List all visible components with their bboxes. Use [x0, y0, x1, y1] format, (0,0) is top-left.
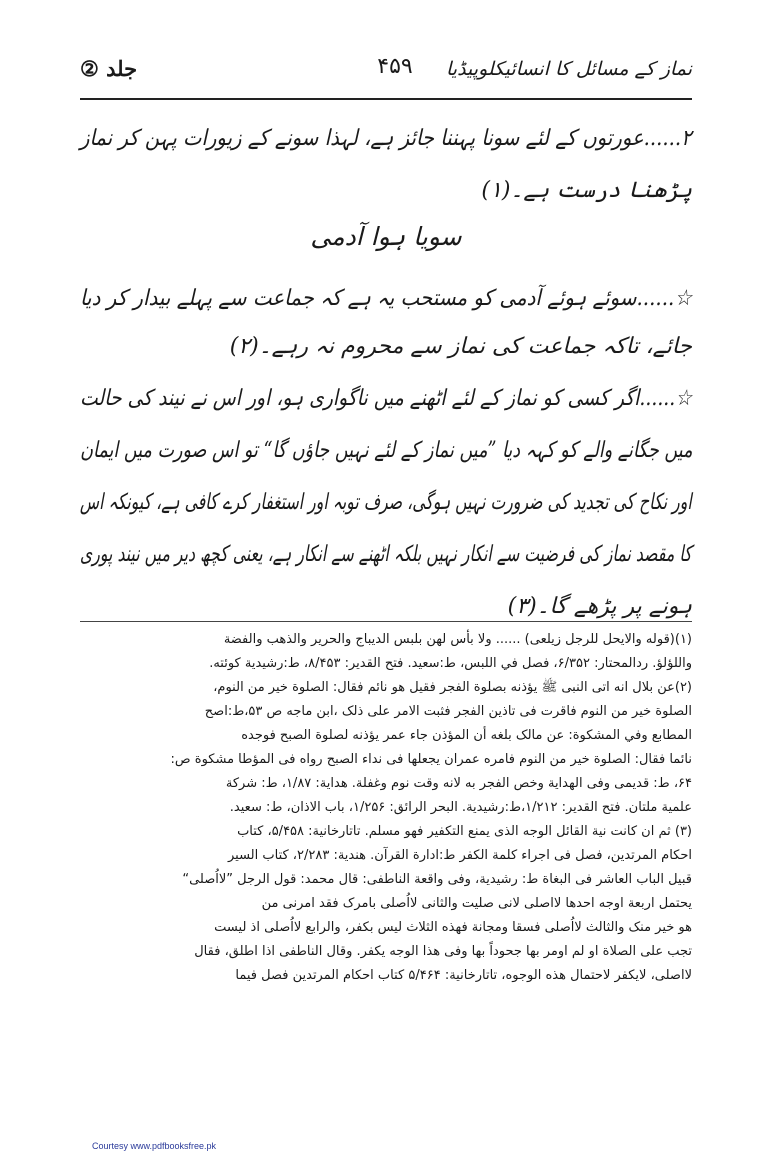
footnote-line: ۶۴، ط: قديمی وفی الهداية وخص الفجر به لانه وقت نوم وغفلة. هداية: ۱/۸۷، ط: شركة [225, 776, 692, 791]
body-line: ہونے پر پڑھے گا۔(۳) [507, 594, 692, 619]
page-header [80, 52, 692, 96]
body-line: پڑھنا درست ہے۔(۱) [481, 178, 692, 203]
footnote-line: (۱)(قوله والايحل للرجل زيلعی) ...... ولا بأس لهن بلبس الديباج والحرير والذهب والفضة [223, 632, 692, 647]
header-rule [80, 98, 692, 100]
footnote-line: (۲)عن بلال انه اتى النبی ﷺ يؤذنه بصلوة الفجر فقيل هو نائم فقال: الصلوة خير من النوم، [213, 680, 692, 695]
footnote-line: هو خير منک والثالث لااُصلی فسقا ومجانة فهذه الثلاث ليس بكفر، والرابع لااُصلی اذ ليست [214, 920, 692, 935]
footnote-line: (۳) ثم ان كانت نية القائل الوجه الذی يمنع التكفير فهو مسلم. تاتارخانية: ۵/۴۵۸، كتاب [237, 824, 692, 839]
courtesy-link[interactable]: Courtesy www.pdfbooksfree.pk [92, 1141, 217, 1151]
footnote-line: الصلوة خير من النوم فاقرت فی تاذين الفجر فثبت الامر على ذلک ،ابن ماجه ص ۵۳،ط:اصح [204, 704, 692, 719]
footnote-rule [80, 621, 692, 622]
page-number: ۴۵۹ [377, 54, 413, 79]
body-line: ☆......سوئے ہوئے آدمی کو مستحب یہ ہے کہ جماعت سے پہلے بیدار کر دیا [79, 286, 692, 311]
volume-label: جلد ② [80, 56, 138, 81]
section-heading: سویا ہوا آدمی [310, 222, 462, 251]
footnote-line: لااصلی، لايكفر لاحتمال هذه الوجوه، تاتارخانية: ۵/۴۶۴ كتاب احكام المرتدين فصل فيما [235, 968, 692, 983]
body-line: ۲......عورتوں کے لئے سونا پہننا جائز ہے، لہذا سونے کے زیورات پہن کر نماز [80, 126, 692, 151]
body-line: جائے، تاکہ جماعت کی نماز سے محروم نہ رہے۔(۲) [229, 334, 692, 359]
body-line: اور نکاح کی تجدید کی ضرورت نہیں ہوگی، صرف توبہ اور استغفار کرے کافی ہے، کیونکہ اس [80, 490, 692, 515]
footnote-line: نائما فقال: الصلوة خير من النوم فامره عمران يجعلها فی نداء الصبح رواه فی المؤطا مشكوة ص: [170, 752, 692, 767]
book-title: نماز کے مسائل کا انسائیکلوپیڈیا [446, 58, 692, 80]
footnote-line: واللؤلؤ. ردالمحتار: ۶/۳۵۲، فصل في اللبس، ط:سعيد. فتح القدير: ۸/۴۵۳، ط:رشيدية كوئته. [209, 656, 692, 671]
footnote-line: علمية ملتان. فتح القدير: ۱/۲۱۲،ط:رشيدية. البحر الرائق: ۱/۲۵۶، باب الاذان، ط: سعيد. [229, 800, 692, 815]
body-line: ☆......اگر کسی کو نماز کے لئے اٹھنے میں ناگواری ہو، اور اس نے نیند کی حالت [79, 386, 692, 411]
footnote-line: تجب على الصلاة او لم اومر بها جحوداً بها وفی هذا الوجه يكفر. وقال الناطفی اذا اطلق، فقال [194, 944, 692, 959]
footnote-line: المطابع وفي المشكوة: عن مالک بلغه أن المؤذن جاء عمر يؤذنه لصلوة الصبح فوجده [241, 728, 692, 743]
footnote-line: احكام المرتدين، فصل فی اجراء كلمة الكفر ط:ادارة القرآن. هندية: ۲/۲۸۳، كتاب السير [227, 848, 692, 863]
body-line: کا مقصد نماز کی فرضیت سے انکار نہیں بلکہ اٹھنے سے انکار ہے، یعنی کچھ دیر میں نیند پوری [80, 542, 692, 567]
body-line: میں جگانے والے کو کہہ دیا ”میں نماز کے لئے نہیں جاؤں گا“ تو اس صورت میں ایمان [79, 438, 692, 463]
footnote-line: يحتمل اربعة اوجه احدها لااصلی لانی صليت والثانی لااُصلی بامرک فقد امرنی من [261, 896, 692, 911]
footnote-line: قبيل الباب العاشر فی البغاة ط: رشيدية، وفی واقعة الناطفی: قال محمد: قول الرجل ”لااُصلی“ [182, 872, 692, 887]
